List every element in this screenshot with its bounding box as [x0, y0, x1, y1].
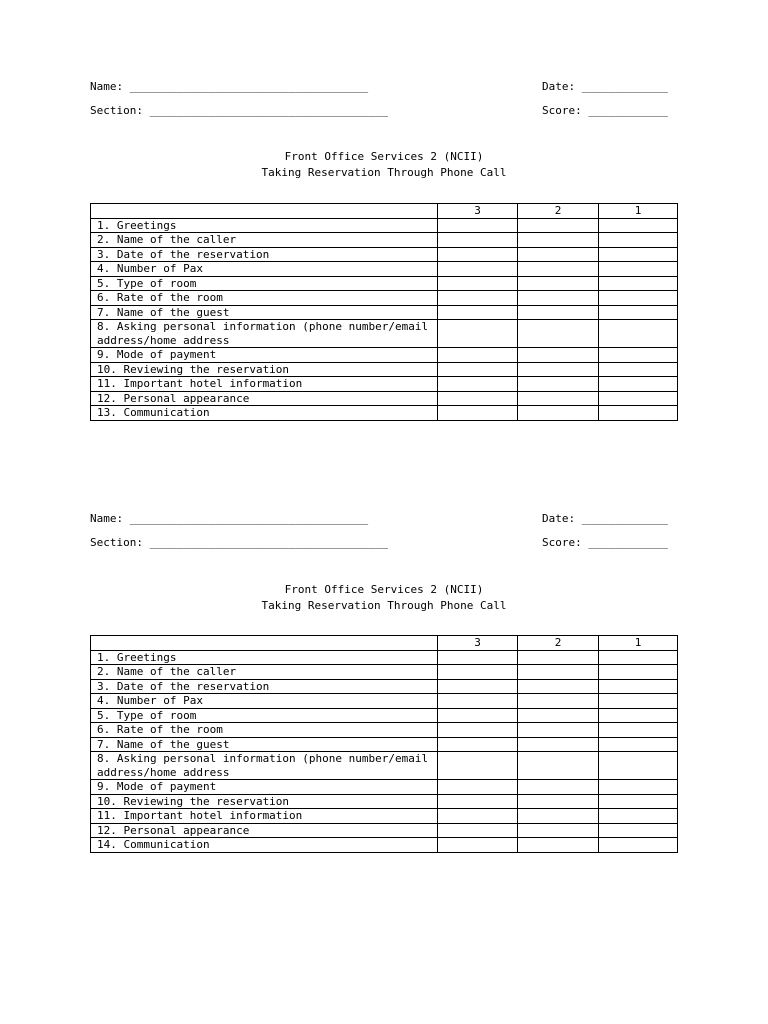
criteria-cell: 5. Type of room [91, 708, 438, 723]
criteria-cell: 2. Name of the caller [91, 665, 438, 680]
score-cell-1[interactable] [599, 362, 678, 377]
score-cell-2[interactable] [518, 752, 599, 780]
score-cell-2[interactable] [518, 362, 599, 377]
score-cell-1[interactable] [599, 665, 678, 680]
score-header-2: 2 [518, 636, 599, 651]
name-field[interactable]: Name: ____________________________________ [90, 80, 369, 93]
section-field[interactable]: Section: ____________________________________ [90, 104, 389, 117]
score-cell-1[interactable] [599, 650, 678, 665]
score-cell-2[interactable] [518, 348, 599, 363]
rubric-table [90, 635, 678, 853]
form-title: Front Office Services 2 (NCII) [284, 583, 484, 596]
table-row [91, 348, 678, 363]
score-cell-3[interactable] [438, 305, 518, 320]
score-header-1: 1 [599, 636, 678, 651]
criteria-cell: 8. Asking personal information (phone number/email address/home address [91, 320, 438, 348]
score-header-3: 3 [438, 636, 518, 651]
score-cell-1[interactable] [599, 723, 678, 738]
score-header-1: 1 [599, 204, 678, 219]
score-cell-1[interactable] [599, 305, 678, 320]
score-cell-3[interactable] [438, 650, 518, 665]
score-cell-1[interactable] [599, 794, 678, 809]
table-row [91, 694, 678, 709]
table-row [91, 362, 678, 377]
score-cell-3[interactable] [438, 838, 518, 853]
score-cell-3[interactable] [438, 362, 518, 377]
score-field[interactable]: Score: ____________ [542, 536, 668, 549]
score-cell-2[interactable] [518, 823, 599, 838]
score-cell-1[interactable] [599, 391, 678, 406]
score-cell-3[interactable] [438, 377, 518, 392]
criteria-cell: 7. Name of the guest [91, 305, 438, 320]
date-field[interactable]: Date: _____________ [542, 80, 668, 93]
criteria-cell: 4. Number of Pax [91, 694, 438, 709]
criteria-cell: 12. Personal appearance [91, 391, 438, 406]
criteria-cell: 3. Date of the reservation [91, 247, 438, 262]
score-cell-3[interactable] [438, 391, 518, 406]
criteria-cell: 14. Communication [91, 838, 438, 853]
score-cell-2[interactable] [518, 723, 599, 738]
form-subtitle: Taking Reservation Through Phone Call [261, 599, 507, 612]
score-cell-2[interactable] [518, 809, 599, 824]
score-cell-3[interactable] [438, 737, 518, 752]
score-cell-1[interactable] [599, 780, 678, 795]
table-row [91, 838, 678, 853]
criteria-cell: 2. Name of the caller [91, 233, 438, 248]
score-cell-3[interactable] [438, 406, 518, 421]
table-row [91, 679, 678, 694]
form-title: Front Office Services 2 (NCII) [284, 150, 484, 163]
score-cell-2[interactable] [518, 794, 599, 809]
score-cell-3[interactable] [438, 723, 518, 738]
score-cell-3[interactable] [438, 320, 518, 348]
section-field[interactable]: Section: ____________________________________ [90, 536, 389, 549]
score-cell-2[interactable] [518, 708, 599, 723]
table-header-row [91, 636, 678, 651]
table-row [91, 809, 678, 824]
score-cell-3[interactable] [438, 679, 518, 694]
criteria-cell: 10. Reviewing the reservation [91, 362, 438, 377]
criteria-cell: 6. Rate of the room [91, 291, 438, 306]
criteria-cell: 9. Mode of payment [91, 348, 438, 363]
score-cell-1[interactable] [599, 377, 678, 392]
score-cell-3[interactable] [438, 665, 518, 680]
score-header-3: 3 [438, 204, 518, 219]
score-cell-2[interactable] [518, 650, 599, 665]
score-cell-1[interactable] [599, 737, 678, 752]
score-cell-2[interactable] [518, 305, 599, 320]
score-cell-3[interactable] [438, 348, 518, 363]
score-cell-1[interactable] [599, 406, 678, 421]
score-cell-1[interactable] [599, 752, 678, 780]
table-row [91, 794, 678, 809]
score-cell-2[interactable] [518, 665, 599, 680]
criteria-cell: 8. Asking personal information (phone number/email address/home address [91, 752, 438, 780]
table-row [91, 665, 678, 680]
score-cell-2[interactable] [518, 838, 599, 853]
score-cell-1[interactable] [599, 679, 678, 694]
score-cell-1[interactable] [599, 823, 678, 838]
score-cell-2[interactable] [518, 694, 599, 709]
table-row [91, 377, 678, 392]
table-row [91, 305, 678, 320]
table-row [91, 406, 678, 421]
score-cell-2[interactable] [518, 391, 599, 406]
score-cell-1[interactable] [599, 320, 678, 348]
criteria-cell: 1. Greetings [91, 650, 438, 665]
table-row [91, 708, 678, 723]
criteria-header [91, 636, 438, 651]
score-cell-2[interactable] [518, 320, 599, 348]
score-header-2: 2 [518, 204, 599, 219]
score-cell-2[interactable] [518, 679, 599, 694]
criteria-cell: 6. Rate of the room [91, 723, 438, 738]
criteria-cell: 11. Important hotel information [91, 377, 438, 392]
score-cell-3[interactable] [438, 708, 518, 723]
criteria-cell: 3. Date of the reservation [91, 679, 438, 694]
score-cell-3[interactable] [438, 752, 518, 780]
name-field[interactable]: Name: ____________________________________ [90, 512, 369, 525]
table-row [91, 780, 678, 795]
score-cell-3[interactable] [438, 780, 518, 795]
date-field[interactable]: Date: _____________ [542, 512, 668, 525]
score-cell-1[interactable] [599, 838, 678, 853]
criteria-cell: 5. Type of room [91, 276, 438, 291]
score-cell-1[interactable] [599, 348, 678, 363]
table-row [91, 823, 678, 838]
score-cell-2[interactable] [518, 377, 599, 392]
score-field[interactable]: Score: ____________ [542, 104, 668, 117]
score-cell-3[interactable] [438, 794, 518, 809]
criteria-cell: 4. Number of Pax [91, 262, 438, 277]
score-cell-1[interactable] [599, 694, 678, 709]
criteria-cell: 9. Mode of payment [91, 780, 438, 795]
criteria-cell: 13. Communication [91, 406, 438, 421]
score-cell-2[interactable] [518, 737, 599, 752]
score-cell-1[interactable] [599, 809, 678, 824]
table-row [91, 737, 678, 752]
criteria-cell: 12. Personal appearance [91, 823, 438, 838]
score-cell-3[interactable] [438, 823, 518, 838]
table-row [91, 391, 678, 406]
score-cell-2[interactable] [518, 406, 599, 421]
criteria-cell: 7. Name of the guest [91, 737, 438, 752]
criteria-cell: 1. Greetings [91, 218, 438, 233]
table-row [91, 723, 678, 738]
table-row [91, 320, 678, 348]
table-row [91, 650, 678, 665]
criteria-cell: 11. Important hotel information [91, 809, 438, 824]
table-row [91, 752, 678, 780]
criteria-cell: 10. Reviewing the reservation [91, 794, 438, 809]
score-cell-3[interactable] [438, 694, 518, 709]
score-cell-2[interactable] [518, 780, 599, 795]
score-cell-1[interactable] [599, 708, 678, 723]
score-cell-3[interactable] [438, 809, 518, 824]
form-subtitle: Taking Reservation Through Phone Call [261, 166, 507, 179]
